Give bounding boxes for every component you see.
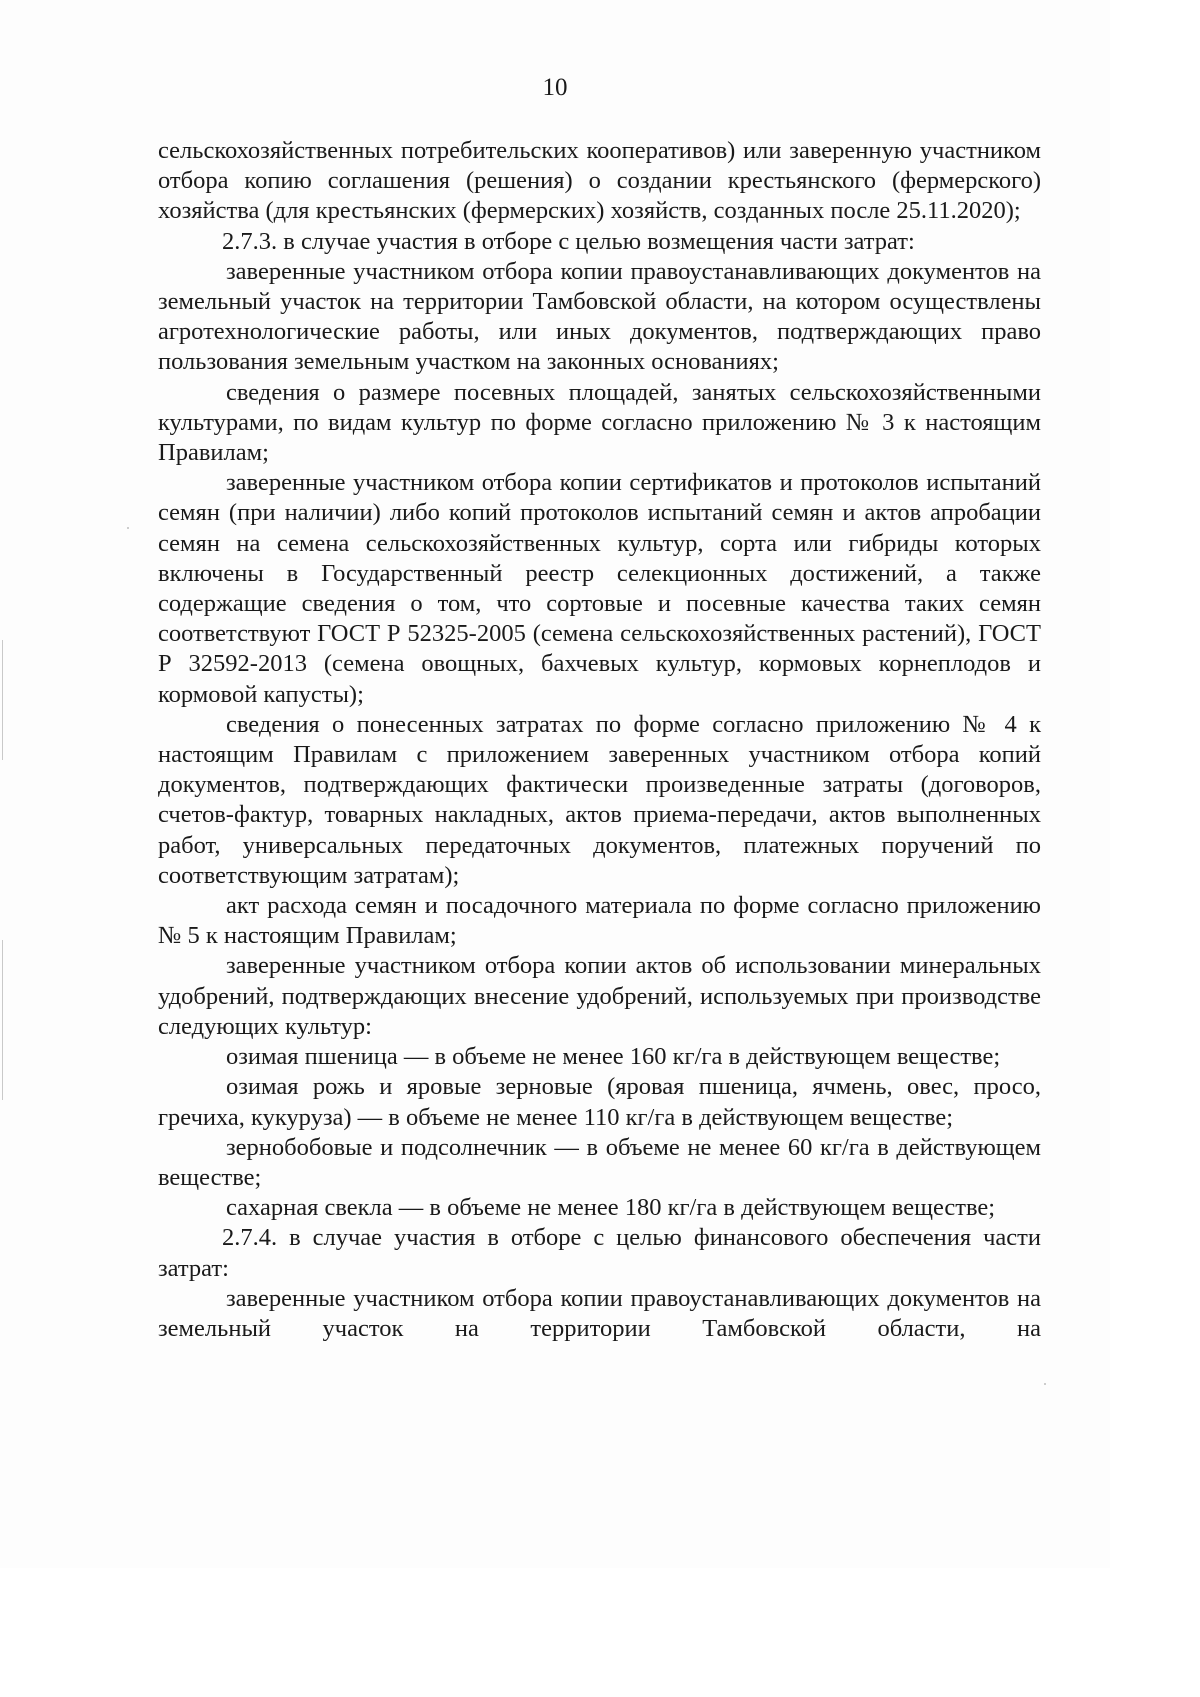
paragraph-land-documents-2: заверенные участником отбора копии правоустанавливающих документов на земельный участок на территории Тамбовской области, на bbox=[158, 1284, 1041, 1342]
paragraph-clause-2-7-3: 2.7.3. в случае участия в отборе с целью возмещения части затрат: bbox=[222, 227, 915, 255]
paragraph-seed-consumption: акт расхода семян и посадочного материала по форме согласно приложению № 5 к настоящим Правилам; bbox=[158, 892, 1041, 950]
paragraph-sown-area: сведения о размере посевных площадей, занятых сельскохозяйственными культурами, по видам культур по форме согласно приложению № 3 к настоящим Правилам; bbox=[158, 378, 1041, 467]
paragraph-winter-rye: озимая рожь и яровые зерновые (яровая пшеница, ячмень, овес, просо, гречиха, кукуруза) — в объеме не менее 110 кг/га в действующем веществе; bbox=[158, 1073, 1041, 1131]
paragraph-winter-wheat: озимая пшеница — в объеме не менее 160 кг/га в действующем веществе; bbox=[226, 1043, 1001, 1071]
scan-margin-mark bbox=[2, 940, 3, 1100]
paragraph-land-documents: заверенные участником отбора копии правоустанавливающих документов на земельный участок на территории Тамбовской области, на котором осуществлены агротехнологические работы, или иных документов, подтверждающих право пользования земельным участком на законных основаниях; bbox=[158, 257, 1041, 376]
page-number: 10 bbox=[542, 74, 568, 101]
paragraph-seed-certificates: заверенные участником отбора копии сертификатов и протоколов испытаний семян (при наличии) либо копий протоколов испытаний семян и актов апробации семян на семена сельскохозяйственных культур, сорта или гибриды которых включены в Государственный реестр селекционных достижений, а также содержащие сведения о том, что сортовые и посевные качества таких семян соответствуют ГОСТ Р 52325-2005 (семена сельскохозяйственных растений), ГОСТ Р 32592-2013 (семена овощных, бахчевых культур, кормовых корнеплодов и кормовой капусты); bbox=[158, 469, 1041, 708]
paragraph-continuation: сельскохозяйственных потребительских кооперативов) или заверенную участником отбора копию соглашения (решения) о создании крестьянского (фермерского) хозяйства (для крестьянских (фермерских) хозяйств, созданных после 25.11.2020); bbox=[158, 137, 1041, 225]
paragraph-sugar-beet: сахарная свекла — в объеме не менее 180 кг/га в действующем веществе; bbox=[226, 1194, 996, 1222]
paragraph-incurred-costs: сведения о понесенных затратах по форме согласно приложению № 4 к настоящим Правилам с приложением заверенных участником отбора копий документов, подтверждающих фактически произведенные затраты (договоров, счетов-фактур, товарных накладных, актов приема-передачи, актов выполненных работ, универсальных передаточных документов, платежных поручений по соответствующим затратам); bbox=[158, 710, 1041, 889]
scan-speck bbox=[127, 527, 129, 529]
document-body bbox=[158, 136, 1041, 1344]
paragraph-legumes: зернобобовые и подсолнечник — в объеме не менее 60 кг/га в действующем веществе; bbox=[158, 1133, 1041, 1191]
scan-margin-mark bbox=[2, 640, 3, 760]
paragraph-clause-2-7-4: 2.7.4. в случае участия в отборе с целью финансового обеспечения части затрат: bbox=[158, 1224, 1041, 1282]
paragraph-fertilizer-acts: заверенные участником отбора копии актов об использовании минеральных удобрений, подтверждающих внесение удобрений, используемых при производстве следующих культур: bbox=[158, 952, 1041, 1040]
scan-speck bbox=[1044, 1383, 1046, 1385]
